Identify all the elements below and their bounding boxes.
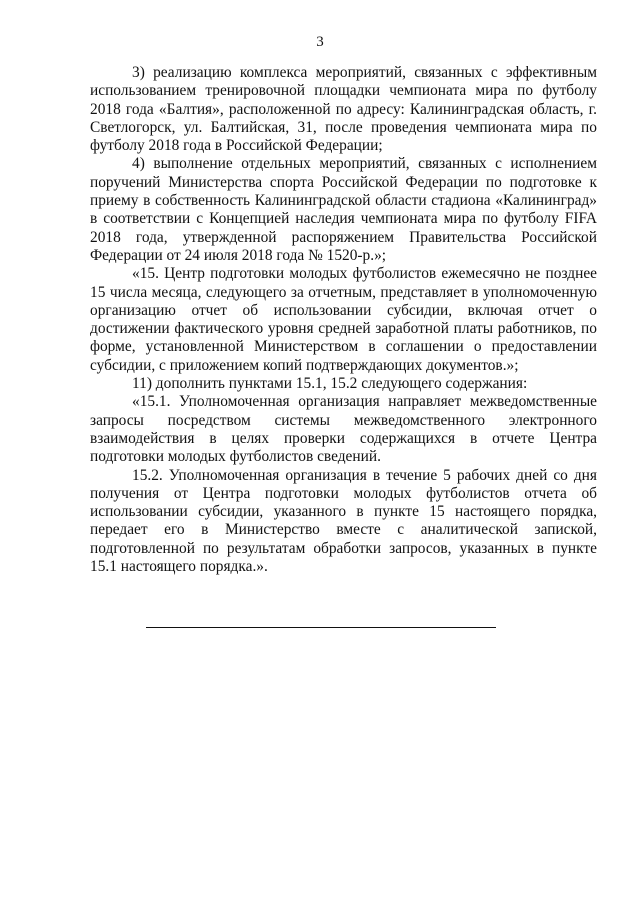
paragraph-clause-15-2: 15.2. Уполномоченная организация в течение 5 рабочих дней со дня получения от Центра подготовки молодых футболистов отчета об использовании субсидии, указанного в пункте 15 настоящего порядка, передает его в Министерство вместе с аналитической запиской, подготовленной по результатам обработки запросов, указанных в пункте 15.1 настоящего порядка.».	[90, 466, 597, 576]
paragraph-item-4: 4) выполнение отдельных мероприятий, связанных с исполнением поручений Министерства спорта Российской Федерации по подготовке к приему в собственность Калининградской области стадиона «Калининград» в соответствии с Концепцией наследия чемпионата мира по футболу FIFA 2018 года, утвержденной распоряжением Правительства Российской Федерации от 24 июля 2018 года № 1520-р.»;	[90, 155, 597, 264]
paragraph-item-3: 3) реализацию комплекса мероприятий, связанных с эффективным использованием тренировочной площадки чемпионата мира по футболу 2018 года «Балтия», расположенной по адресу: Калининградская область, г. Светлогорск, ул. Балтийская, 31, после проведения чемпионата мира по футболу 2018 года в Российской Федерации;	[90, 64, 597, 155]
paragraph-item-11: 11) дополнить пунктами 15.1, 15.2 следующего содержания:	[132, 375, 528, 393]
paragraph-clause-15-1: «15.1. Уполномоченная организация направляет межведомственные запросы посредством системы межведомственного электронного взаимодействия в целях проверки содержащихся в отчете Центра подготовки молодых футболистов сведений.	[90, 393, 597, 466]
closing-divider-line	[146, 627, 496, 628]
document-body	[90, 64, 597, 576]
paragraph-clause-15: «15. Центр подготовки молодых футболистов ежемесячно не позднее 15 числа месяца, следующего за отчетным, представляет в уполномоченную организацию отчет об использовании субсидии, включая отчет о достижении фактического уровня средней заработной платы работников, по форме, установленной Министерством в соглашении о предоставлении субсидии, с приложением копий подтверждающих документов.»;	[90, 265, 597, 374]
page-number: 3	[316, 34, 324, 50]
